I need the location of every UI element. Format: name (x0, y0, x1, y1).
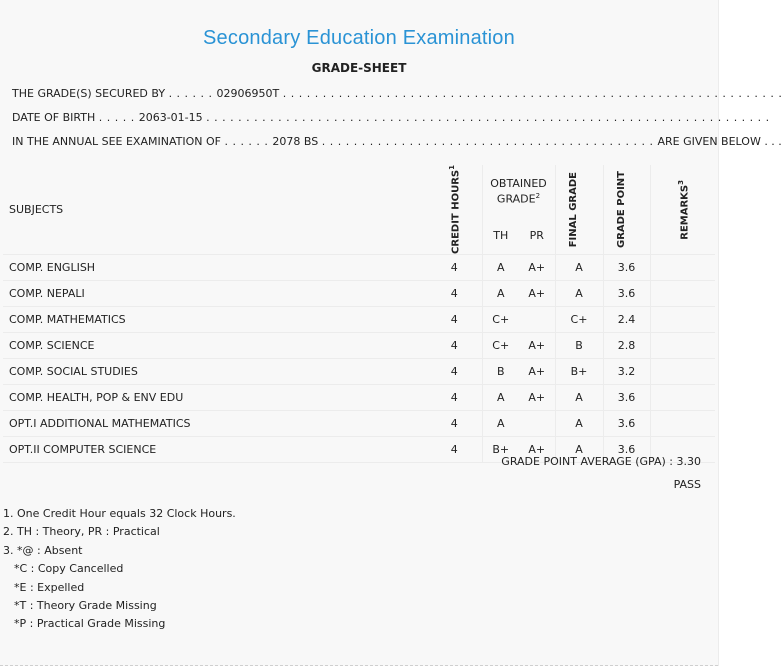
th-grade-cell: A (482, 410, 519, 436)
final-grade-cell: C+ (555, 306, 603, 332)
grade-point-cell: 3.6 (603, 436, 650, 462)
table-row (3, 306, 715, 332)
exam-line: IN THE ANNUAL SEE EXAMINATION OF . . . . . . 2078 BS . . . . . . . . . . . . . . . . . . . . . . . . . . . . . . . . . . . . . . . . . . ARE GIVEN BELOW . . . (12, 135, 782, 148)
grade-point-cell: 2.4 (603, 306, 650, 332)
header-remarks-sup: 3 (676, 179, 685, 185)
secured-by-label: THE GRADE(S) SECURED BY (12, 87, 166, 100)
gpa-label: GRADE POINT AVERAGE (GPA) : (501, 455, 673, 468)
header-grade-point-label: GRADE POINT (615, 170, 627, 248)
dob-line: DATE OF BIRTH . . . . . 2063-01-15 . . . . . . . . . . . . . . . . . . . . . . . . . . . . . . . . . . . . . . . . . . . . . . . . . . . . . . . . . . . . . . . . . . . . . . . (12, 111, 770, 124)
final-grade-cell: A (555, 384, 603, 410)
credit-cell: 4 (427, 436, 482, 462)
final-grade-cell: B (555, 332, 603, 358)
final-grade-cell: B+ (555, 358, 603, 384)
header-subjects: SUBJECTS (3, 165, 427, 254)
final-grade-cell: A (555, 254, 603, 280)
pr-grade-cell: A+ (519, 358, 555, 384)
th-grade-cell: B+ (482, 436, 519, 462)
subject-cell: COMP. MATHEMATICS (3, 306, 427, 332)
symbol-number: 02906950T (216, 87, 280, 100)
grade-point-cell: 3.6 (603, 384, 650, 410)
exam-suffix: ARE GIVEN BELOW . . . (657, 135, 782, 148)
remarks-cell (650, 332, 715, 358)
subject-cell: COMP. SOCIAL STUDIES (3, 358, 427, 384)
table-row (3, 332, 715, 358)
footnote-3-theory-missing: *T : Theory Grade Missing (14, 599, 157, 613)
pr-grade-cell: A+ (519, 384, 555, 410)
header-credit-sup: 1 (448, 165, 457, 170)
th-grade-cell: B (482, 358, 519, 384)
header-final-grade-label: FINAL GRADE (568, 171, 579, 248)
credit-cell: 4 (427, 410, 482, 436)
header-final-grade (555, 165, 603, 254)
subject-cell: COMP. SCIENCE (3, 332, 427, 358)
table-row (3, 358, 715, 384)
result-status: PASS (673, 478, 701, 491)
secured-by-line: THE GRADE(S) SECURED BY . . . . . . 02906950T . . . . . . . . . . . . . . . . . . . . . . . . . . . . . . . . . . . . . . . . . . . . . . . . . . . . . . . . . . . . . . . (12, 87, 782, 100)
credit-cell: 4 (427, 280, 482, 306)
page-title: Secondary Education Examination (203, 27, 515, 49)
dob-value: 2063-01-15 (138, 111, 203, 124)
header-remarks (650, 165, 715, 254)
footnote-3-expelled: *E : Expelled (14, 580, 85, 594)
final-grade-cell: A (555, 436, 603, 462)
final-grade-cell: A (555, 410, 603, 436)
grade-rows (3, 254, 715, 462)
pr-grade-cell: A+ (519, 436, 555, 462)
remarks-cell (650, 358, 715, 384)
footnote-2: 2. TH : Theory, PR : Practical (3, 525, 160, 539)
footnotes (3, 505, 236, 634)
credit-cell: 4 (427, 254, 482, 280)
remarks-cell (650, 254, 715, 280)
gpa-line (501, 455, 701, 468)
page-subtitle: GRADE-SHEET (311, 61, 407, 75)
credit-cell: 4 (427, 332, 482, 358)
pr-grade-cell: A+ (519, 332, 555, 358)
grade-point-cell: 3.2 (603, 358, 650, 384)
subject-cell: COMP. HEALTH, POP & ENV EDU (3, 384, 427, 410)
remarks-cell (650, 384, 715, 410)
subject-cell: COMP. ENGLISH (3, 254, 427, 280)
footnote-1: 1. One Credit Hour equals 32 Clock Hours. (3, 507, 236, 520)
pr-grade-cell (519, 306, 555, 332)
footnote-3-practical-missing: *P : Practical Grade Missing (14, 617, 166, 631)
subject-cell: OPT.I ADDITIONAL MATHEMATICS (3, 410, 427, 436)
header-obtained-grade (482, 165, 555, 217)
dob-label: DATE OF BIRTH (12, 111, 96, 124)
grade-point-cell: 3.6 (603, 254, 650, 280)
th-grade-cell: C+ (482, 332, 519, 358)
subject-cell: OPT.II COMPUTER SCIENCE (3, 436, 427, 462)
exam-label: IN THE ANNUAL SEE EXAMINATION OF (12, 135, 221, 148)
final-grade-cell: A (555, 280, 603, 306)
credit-cell: 4 (427, 384, 482, 410)
header-obtained-label: OBTAINED GRADE (490, 176, 547, 206)
footnote-3-copy-cancelled: *C : Copy Cancelled (14, 562, 124, 576)
th-grade-cell: A (482, 280, 519, 306)
header-grade-point (603, 165, 650, 254)
header-credit-hours-label: CREDIT HOURS (450, 169, 462, 254)
table-header-row (3, 165, 715, 217)
th-grade-cell: A (482, 254, 519, 280)
header-remarks-label: REMARKS (678, 184, 690, 240)
pr-grade-cell: A+ (519, 280, 555, 306)
subject-cell: COMP. NEPALI (3, 280, 427, 306)
remarks-cell (650, 410, 715, 436)
credit-cell: 4 (427, 358, 482, 384)
gpa-value: 3.30 (676, 455, 701, 468)
table-row (3, 384, 715, 410)
grade-point-cell: 3.6 (603, 280, 650, 306)
table-row (3, 280, 715, 306)
header-pr: PR (519, 217, 555, 254)
remarks-cell (650, 306, 715, 332)
grades-table (3, 165, 715, 463)
grade-point-cell: 3.6 (603, 410, 650, 436)
exam-year: 2078 BS (272, 135, 319, 148)
table-row (3, 254, 715, 280)
pr-grade-cell: A+ (519, 254, 555, 280)
bottom-divider (0, 665, 718, 666)
grade-point-cell: 2.8 (603, 332, 650, 358)
header-th: TH (482, 217, 519, 254)
header-obtained-sup: 2 (535, 191, 541, 200)
remarks-cell (650, 280, 715, 306)
pr-grade-cell (519, 410, 555, 436)
footnote-3: 3. *@ : Absent (3, 543, 83, 557)
table-row (3, 410, 715, 436)
credit-cell: 4 (427, 306, 482, 332)
th-grade-cell: A (482, 384, 519, 410)
header-credit-hours (427, 165, 482, 254)
th-grade-cell: C+ (482, 306, 519, 332)
